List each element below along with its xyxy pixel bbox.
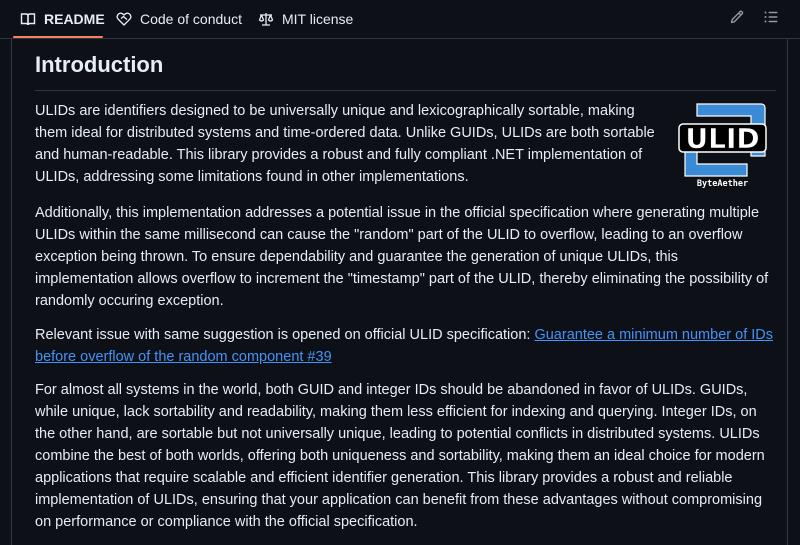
book-icon [20, 11, 36, 27]
active-tab-indicator [13, 36, 103, 38]
logo-subtext: ByteAether [696, 179, 749, 189]
list-unordered-icon [763, 9, 779, 30]
issue-link[interactable]: Guarantee a minimum number of IDs before overflow of the random component #39 [35, 327, 773, 365]
tab-readme-label: README [44, 11, 105, 27]
heart-handshake-icon [116, 11, 132, 27]
readme-tab-bar [0, 0, 800, 39]
pencil-icon [729, 9, 745, 30]
tab-license-label: MIT license [282, 11, 354, 27]
logo-text: ULID [685, 122, 760, 155]
paragraph-intro: ULIDs are identifiers designed to be universally unique and lexicographically sortable, making them ideal for distributed systems and time-ordered data. Unlike GUIDs, ULIDs are both sortable and human-readable. This library provides a robust and fully compliant .NET implementation of ULIDs, addressing some limitations found in other implementations. [35, 103, 655, 185]
panel-border-left [11, 39, 12, 545]
edit-file-button[interactable] [726, 8, 748, 30]
heading-divider [35, 90, 776, 91]
outline-button[interactable] [760, 8, 782, 30]
paragraph-relevant-issue [35, 324, 775, 368]
ulid-logo [675, 98, 770, 190]
law-scale-icon [258, 11, 274, 27]
panel-border-right [787, 39, 788, 545]
relevant-issue-text: Relevant issue with same suggestion is opened on official ULID specification: [35, 327, 535, 343]
paragraph-rationale: For almost all systems in the world, both GUID and integer IDs should be abandoned in favor of ULIDs. GUIDs, while unique, lack sortability and readability, making them less efficient for indexing and querying. Integer IDs, on the other hand, are sortable but not universally unique, leading to potential conflicts in distributed systems. ULIDs combine the best of both worlds, offering both uniqueness and sortability, making them an ideal choice for modern applications that require scalable and efficient identifier generation. This library provides a robust and reliable implementation of ULIDs, ensuring that your application can benefit from these advantages without compromising on performance or compliance with the official specification. [35, 382, 765, 530]
tab-code-of-conduct-label: Code of conduct [140, 11, 242, 27]
tab-code-of-conduct[interactable] [116, 0, 242, 38]
tab-license[interactable] [258, 0, 353, 38]
paragraph-overflow: Additionally, this implementation addresses a potential issue in the official specification where generating multiple ULIDs within the same millisecond can cause the "random" part of the ULID to overflow, leading to an overflow exception being thrown. To ensure dependability and guarantee the generation of unique ULIDs, this implementation allows overflow to increment the "timestamp" part of the ULID, thereby eliminating the possibility of randomly occuring exception. [35, 205, 769, 309]
section-heading: Introduction [35, 52, 164, 77]
tab-readme[interactable] [20, 0, 105, 38]
